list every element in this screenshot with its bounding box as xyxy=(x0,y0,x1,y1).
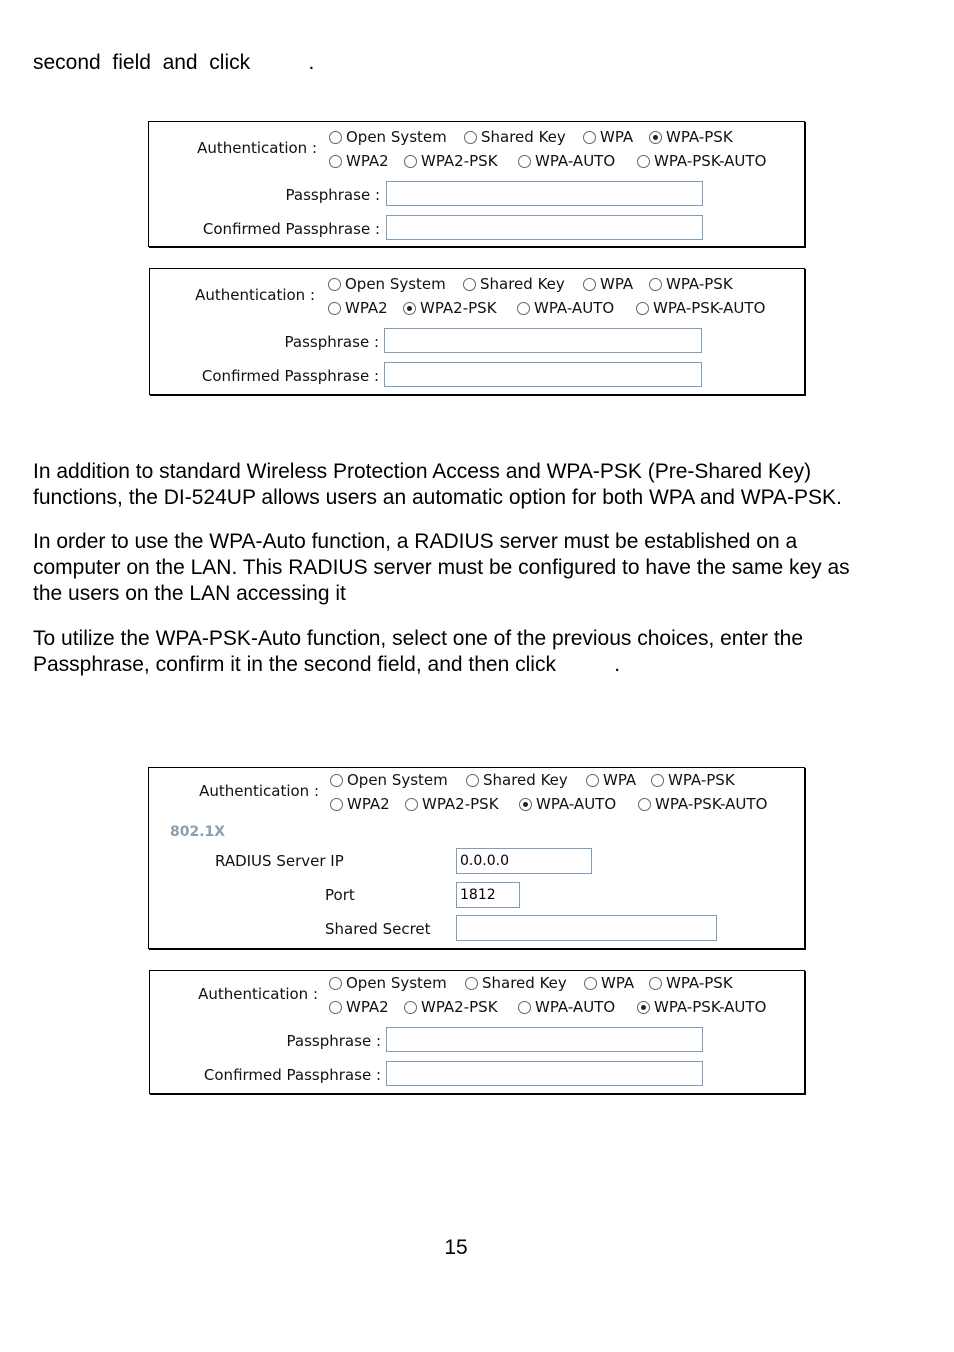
radio-wpa-psk[interactable]: WPA-PSK xyxy=(649,128,733,146)
radio-wpa-auto[interactable]: WPA-AUTO xyxy=(519,795,616,813)
paragraph-2-line-1: In order to use the WPA-Auto function, a RADIUS server must be established on a xyxy=(33,530,798,553)
radio-open-system[interactable]: Open System xyxy=(328,275,446,293)
radio-wpa2-psk[interactable]: WPA2-PSK xyxy=(403,299,497,317)
paragraph-1-line-1: In addition to standard Wireless Protection Access and WPA-PSK (Pre-Shared Key) xyxy=(33,460,812,483)
authentication-label: Authentication : xyxy=(198,985,318,1003)
radio-wpa[interactable]: WPA xyxy=(583,128,633,146)
shared-secret-label: Shared Secret xyxy=(325,920,431,938)
section-title-802-1x: 802.1X xyxy=(170,824,226,840)
radio-circle-icon xyxy=(404,1001,417,1014)
radio-circle-icon xyxy=(649,278,662,291)
radio-circle-icon xyxy=(518,155,531,168)
radio-open-system[interactable]: Open System xyxy=(329,974,447,992)
radio-wpa2[interactable]: WPA2 xyxy=(330,795,390,813)
radio-circle-icon xyxy=(651,774,664,787)
paragraph-2-line-2: computer on the LAN. This RADIUS server must be configured to have the same key as xyxy=(33,556,850,579)
radio-circle-icon xyxy=(583,278,596,291)
radio-selected-icon xyxy=(519,798,532,811)
radio-circle-icon xyxy=(637,155,650,168)
radius-server-ip-input[interactable] xyxy=(456,848,592,874)
radio-circle-icon xyxy=(636,302,649,315)
radio-shared-key[interactable]: Shared Key xyxy=(466,771,568,789)
radio-wpa2[interactable]: WPA2 xyxy=(329,152,389,170)
radio-wpa-auto[interactable]: WPA-AUTO xyxy=(517,299,614,317)
radio-open-system[interactable]: Open System xyxy=(329,128,447,146)
confirm-passphrase-input[interactable] xyxy=(386,215,703,240)
radio-circle-icon xyxy=(330,798,343,811)
port-label: Port xyxy=(325,886,355,904)
radio-circle-icon xyxy=(464,131,477,144)
radio-circle-icon xyxy=(466,774,479,787)
radio-circle-icon xyxy=(638,798,651,811)
radio-wpa-psk[interactable]: WPA-PSK xyxy=(649,275,733,293)
confirm-passphrase-label: Confirmed Passphrase : xyxy=(203,1066,381,1084)
paragraph-3-line-1: To utilize the WPA-PSK-Auto function, select one of the previous choices, enter the xyxy=(33,627,804,650)
radio-shared-key[interactable]: Shared Key xyxy=(463,275,565,293)
passphrase-label: Passphrase : xyxy=(285,186,380,204)
radio-wpa[interactable]: WPA xyxy=(584,974,634,992)
radio-circle-icon xyxy=(465,977,478,990)
passphrase-input[interactable] xyxy=(386,181,703,206)
wpa-psk-settings-panel xyxy=(148,121,805,247)
page-number: 15 xyxy=(444,1236,468,1259)
wpa2-psk-settings-panel xyxy=(149,268,805,395)
radio-wpa2-psk[interactable]: WPA2-PSK xyxy=(404,152,498,170)
radio-circle-icon xyxy=(649,977,662,990)
passphrase-input[interactable] xyxy=(386,1027,703,1052)
radio-wpa2-psk[interactable]: WPA2-PSK xyxy=(404,998,498,1016)
radio-wpa-auto[interactable]: WPA-AUTO xyxy=(518,998,615,1016)
radio-circle-icon xyxy=(586,774,599,787)
radio-circle-icon xyxy=(584,977,597,990)
confirm-passphrase-input[interactable] xyxy=(384,362,702,387)
radio-circle-icon xyxy=(329,131,342,144)
radio-wpa2[interactable]: WPA2 xyxy=(329,998,389,1016)
radius-server-ip-label: RADIUS Server IP xyxy=(215,852,344,870)
confirm-passphrase-label: Confirmed Passphrase : xyxy=(202,220,380,238)
radio-wpa-psk-auto[interactable]: WPA-PSK-AUTO xyxy=(638,795,767,813)
wpa-auto-settings-panel xyxy=(148,767,805,949)
authentication-label: Authentication : xyxy=(197,139,317,157)
radio-selected-icon xyxy=(649,131,662,144)
radio-wpa-psk-auto[interactable]: WPA-PSK-AUTO xyxy=(636,299,765,317)
radio-wpa-psk-auto[interactable]: WPA-PSK-AUTO xyxy=(637,152,766,170)
radio-circle-icon xyxy=(404,155,417,168)
radio-circle-icon xyxy=(518,1001,531,1014)
paragraph-3-line-2: Passphrase, confirm it in the second field, and then click . xyxy=(33,653,621,676)
radio-wpa[interactable]: WPA xyxy=(586,771,636,789)
radio-circle-icon xyxy=(405,798,418,811)
radio-circle-icon xyxy=(328,302,341,315)
radio-circle-icon xyxy=(329,1001,342,1014)
port-input[interactable] xyxy=(456,882,520,908)
radio-wpa2-psk[interactable]: WPA2-PSK xyxy=(405,795,499,813)
passphrase-label: Passphrase : xyxy=(286,1032,381,1050)
radio-selected-icon xyxy=(403,302,416,315)
radio-shared-key[interactable]: Shared Key xyxy=(464,128,566,146)
paragraph-2-line-3: the users on the LAN accessing it xyxy=(33,582,346,605)
authentication-label: Authentication : xyxy=(199,782,319,800)
paragraph-1-line-2: functions, the DI-524UP allows users an automatic option for both WPA and WPA-PSK. xyxy=(33,486,842,509)
intro-line: second field and click . xyxy=(33,51,315,74)
radio-wpa-psk[interactable]: WPA-PSK xyxy=(649,974,733,992)
radio-circle-icon xyxy=(329,977,342,990)
radio-circle-icon xyxy=(328,278,341,291)
radio-circle-icon xyxy=(463,278,476,291)
passphrase-input[interactable] xyxy=(384,328,702,353)
authentication-label: Authentication : xyxy=(195,286,315,304)
radio-wpa2[interactable]: WPA2 xyxy=(328,299,388,317)
wpa-psk-auto-settings-panel xyxy=(149,970,805,1094)
radio-wpa[interactable]: WPA xyxy=(583,275,633,293)
radio-circle-icon xyxy=(329,155,342,168)
shared-secret-input[interactable] xyxy=(456,915,717,941)
confirm-passphrase-input[interactable] xyxy=(386,1061,703,1086)
radio-selected-icon xyxy=(637,1001,650,1014)
radio-wpa-psk-auto[interactable]: WPA-PSK-AUTO xyxy=(637,998,766,1016)
radio-circle-icon xyxy=(330,774,343,787)
radio-wpa-auto[interactable]: WPA-AUTO xyxy=(518,152,615,170)
confirm-passphrase-label: Confirmed Passphrase : xyxy=(201,367,379,385)
radio-circle-icon xyxy=(517,302,530,315)
passphrase-label: Passphrase : xyxy=(284,333,379,351)
radio-open-system[interactable]: Open System xyxy=(330,771,448,789)
radio-circle-icon xyxy=(583,131,596,144)
radio-wpa-psk[interactable]: WPA-PSK xyxy=(651,771,735,789)
radio-shared-key[interactable]: Shared Key xyxy=(465,974,567,992)
